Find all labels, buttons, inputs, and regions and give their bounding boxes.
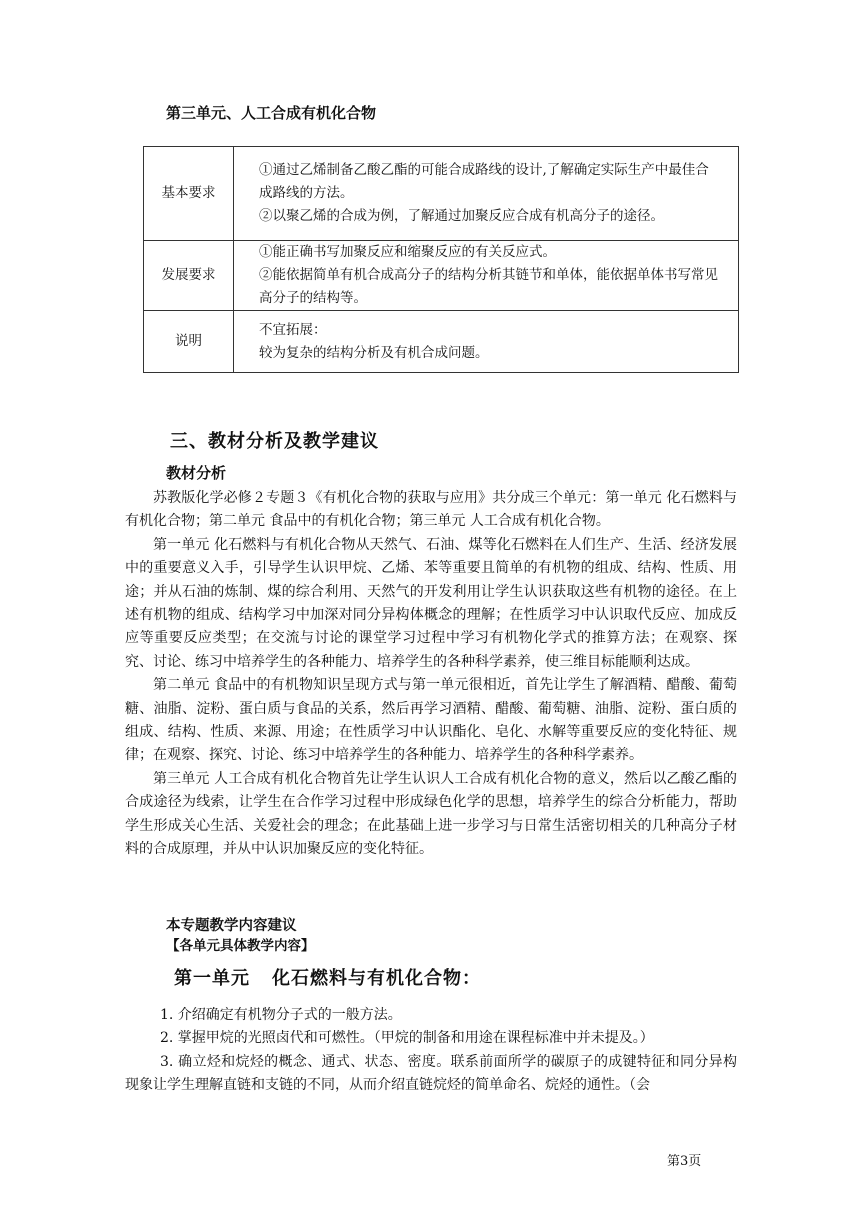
content-line: ①能正确书写加聚反应和缩聚反应的有关反应式。 — [259, 244, 556, 260]
section-title: 三、教材分析及教学建议 — [170, 431, 379, 452]
row-label-advanced: 发展要求 — [144, 241, 234, 311]
content-line: ①通过乙烯制备乙酸乙酯的可能合成路线的设计,了解确定实际生产中最佳合成路线的方法。 — [259, 162, 709, 201]
unit1-title-name: 化石燃料与有机化合物： — [272, 968, 481, 989]
unit1-title — [174, 964, 481, 990]
content-line: 较为复杂的结构分析及有机合成问题。 — [259, 344, 489, 361]
unit1-title-number: 第一单元 — [174, 968, 250, 989]
content-line: 不宜拓展： — [259, 321, 327, 338]
paragraph: 第二单元 食品中的有机物知识呈现方式与第一单元很相近，首先让学生了解酒精、醋酸、葡萄糖、油脂、淀粉、蛋白质与食品的关系，然后再学习酒精、醋酸、葡萄糖、油脂、淀粉、蛋白质的组成、结构、性质、来源、用途；在性质学习中认识酯化、皂化、水解等重要反应的变化特征、规律；在观察、探究、讨论、练习中培养学生的各种能力、培养学生的各种科学素养。 — [125, 677, 737, 764]
content-list — [125, 1004, 737, 1098]
content-line: ②能依据简单有机合成高分子的结构分析其链节和单体，能依据单体书写常见高分子的结构等。 — [259, 267, 718, 306]
list-item: 3. 确立烃和烷烃的概念、通式、状态、密度。联系前面所学的碳原子的成键特征和同分异构现象让学生理解直链和支链的不同，从而介绍直链烷烃的简单命名、烷烃的通性。（会 — [125, 1053, 737, 1094]
unit-heading: 第三单元、人工合成有机化合物 — [166, 104, 377, 122]
analysis-body — [125, 487, 737, 862]
paragraph: 苏教版化学必修２专题３《有机化合物的获取与应用》共分成三个单元：第一单元 化石燃料与有机化合物；第二单元 食品中的有机化合物；第三单元 人工合成有机化合物。 — [125, 490, 737, 530]
bracket-title: 【各单元具体教学内容】 — [166, 938, 315, 954]
row-content-note — [234, 311, 739, 373]
row-label-basic: 基本要求 — [144, 147, 234, 241]
analysis-title: 教材分析 — [166, 464, 227, 482]
content-line: ②以聚乙烯的合成为例，了解通过加聚反应合成有机高分子的途径。 — [259, 208, 664, 224]
list-item: 2. 掌握甲烷的光照卤代和可燃性。（甲烷的制备和用途在课程标准中并未提及。） — [160, 1030, 654, 1047]
row-label-note: 说明 — [144, 311, 234, 373]
paragraph: 第三单元 人工合成有机化合物首先让学生认识人工合成有机化合物的意义，然后以乙酸乙酯的合成途径为线索，让学生在合作学习过程中形成绿色化学的思想，培养学生的综合分析能力，帮助学生形成关心生活、关爱社会的理念；在此基础上进一步学习与日常生活密切相关的几种高分子材料的合成原理，并从中认识加聚反应的变化特征。 — [125, 770, 737, 858]
table-row — [144, 147, 739, 241]
paragraph: 第一单元 化石燃料与有机化合物从天然气、石油、煤等化石燃料在人们生产、生活、经济发展中的重要意义入手，引导学生认识甲烷、乙烯、苯等重要且简单的有机物的组成、结构、性质、用途；并从石油的炼制、煤的综合利用、天然气的开发利用让学生认识获取这些有机物的途径。在上述有机物的组成、结构学习中加深对同分异构体概念的理解；在性质学习中认识取代反应、加成反应等重要反应类型；在交流与讨论的课堂学习过程中学习有机物化学式的推算方法；在观察、探究、讨论、练习中培养学生的各种能力、培养学生的各种科学素养，使三维目标能顺利达成。 — [125, 536, 737, 670]
table-row — [144, 241, 739, 311]
list-item: 1. 介绍确定有机物分子式的一般方法。 — [160, 1007, 402, 1023]
page-number: 第3页 — [667, 1154, 702, 1169]
requirements-table — [143, 146, 739, 373]
row-content-advanced — [234, 241, 739, 311]
row-content-basic — [234, 147, 739, 241]
suggestion-title: 本专题教学内容建议 — [166, 917, 297, 934]
table-row — [144, 311, 739, 373]
